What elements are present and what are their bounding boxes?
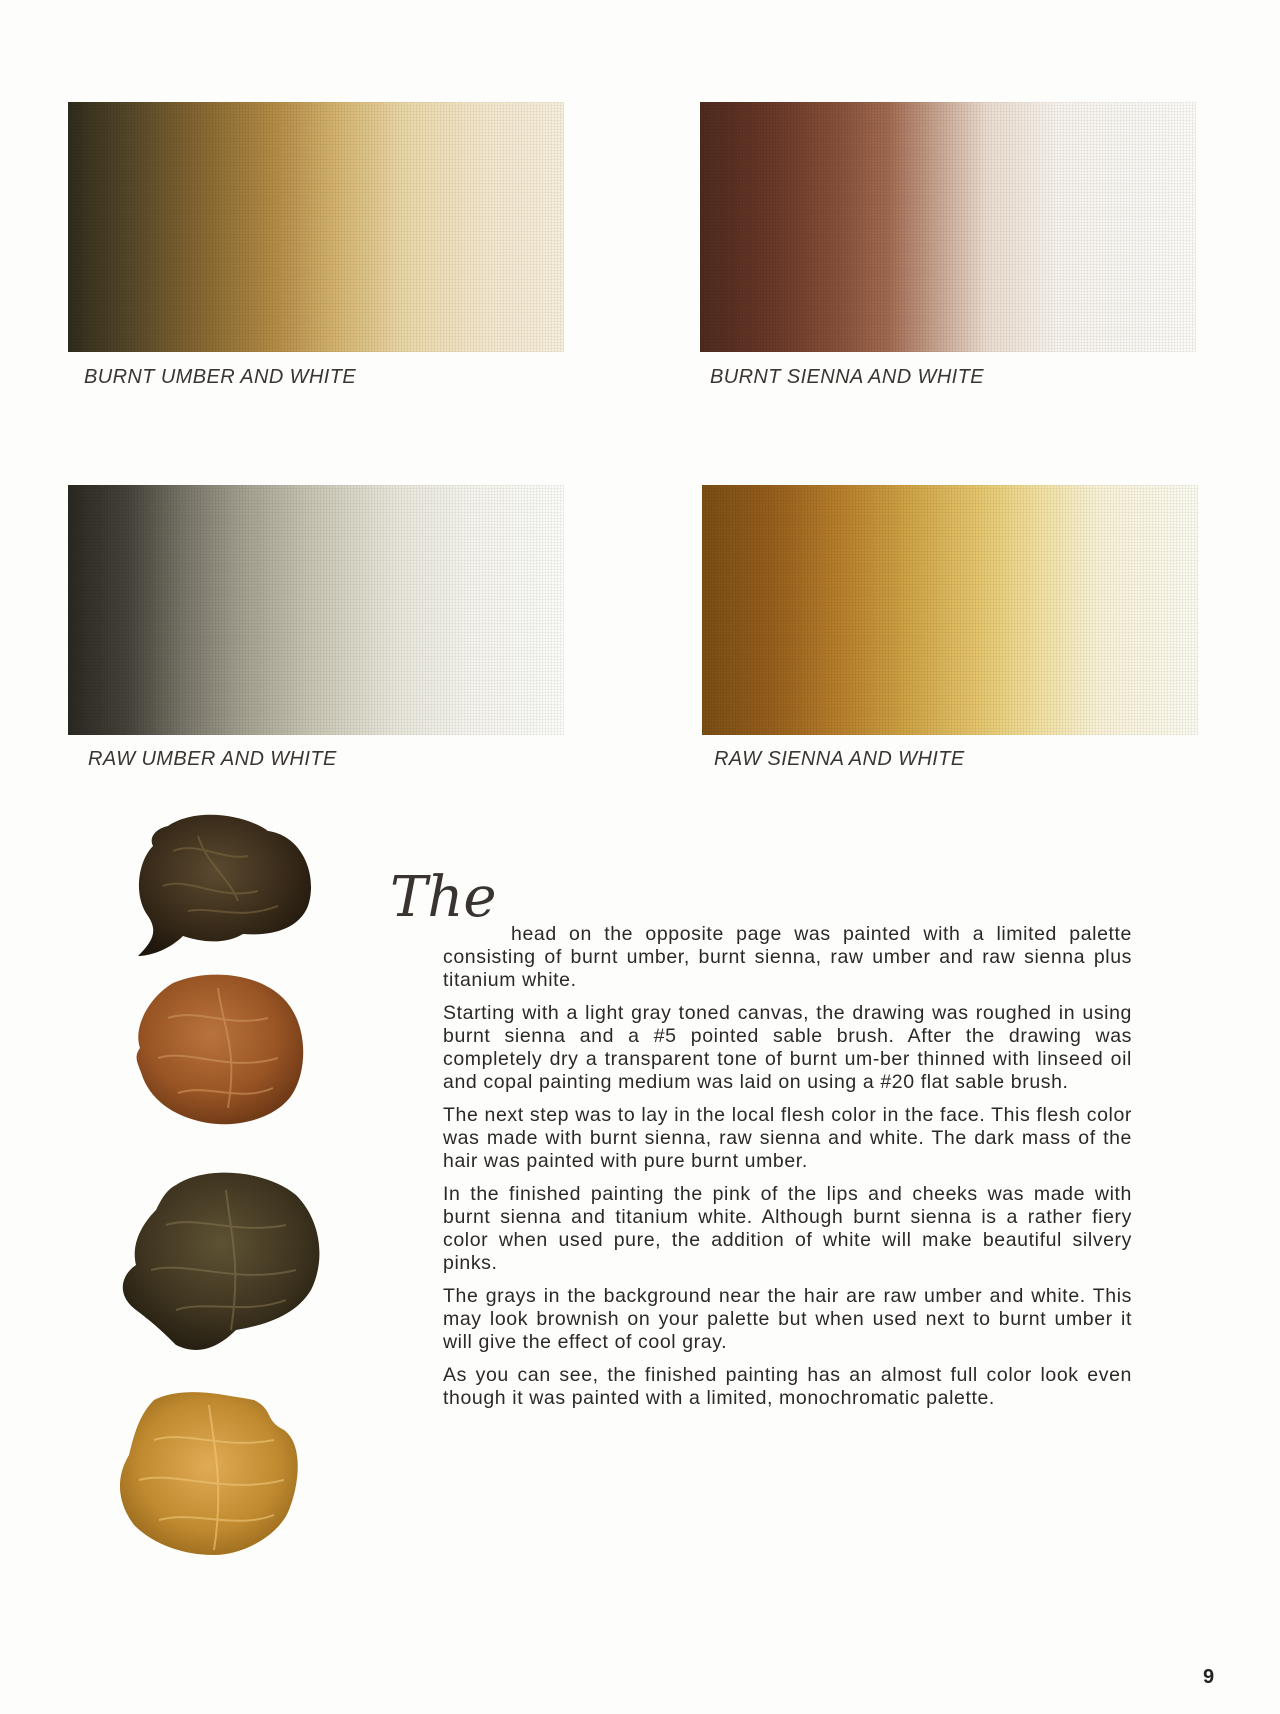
paint-blob-burnt-sienna	[128, 968, 318, 1133]
caption-burnt-umber-white: BURNT UMBER AND WHITE	[84, 366, 357, 388]
swatch-burnt-sienna-white	[700, 102, 1196, 352]
paint-blob-raw-umber	[116, 1165, 331, 1355]
paint-blob-burnt-umber	[128, 806, 328, 966]
paragraph: head on the opposite page was painted with a limited palette consisting of burnt umber, burnt sienna, raw umber and raw sienna plus titanium white.	[443, 923, 1132, 991]
caption-raw-sienna-white: RAW SIENNA AND WHITE	[714, 748, 965, 770]
decorative-initial: The	[390, 865, 497, 930]
page-number: 9	[1203, 1666, 1215, 1688]
paragraph: The grays in the background near the hair are raw umber and white. This may look brownish on your palette but when used next to burnt umber it will give the effect of cool gray.	[443, 1285, 1132, 1353]
caption-raw-umber-white: RAW UMBER AND WHITE	[88, 748, 337, 770]
swatch-burnt-umber-white	[68, 102, 564, 352]
swatch-raw-umber-white	[68, 485, 564, 735]
caption-burnt-sienna-white: BURNT SIENNA AND WHITE	[710, 366, 984, 388]
paragraph: Starting with a light gray toned canvas, the drawing was roughed in using burnt sienna and a #5 pointed sable brush. After the drawing was completely dry a transparent tone of burnt um-ber thinned with linseed oil and copal painting medium was laid on using a #20 flat sable brush.	[443, 1002, 1132, 1093]
swatch-raw-sienna-white	[702, 485, 1198, 735]
paragraph: In the finished painting the pink of the lips and cheeks was made with burnt sienna and titanium white. Although burnt sienna is a rather fiery color when used pure, the addition of white will make beautiful silvery pinks.	[443, 1183, 1132, 1274]
article-body	[443, 868, 1132, 1420]
paragraph: The next step was to lay in the local flesh color in the face. This flesh color was made with burnt sienna, raw sienna and white. The dark mass of the hair was painted with pure burnt umber.	[443, 1104, 1132, 1172]
paragraph: As you can see, the finished painting has an almost full color look even though it was painted with a limited, monochromatic palette.	[443, 1364, 1132, 1409]
paint-blob-raw-sienna	[114, 1385, 309, 1560]
